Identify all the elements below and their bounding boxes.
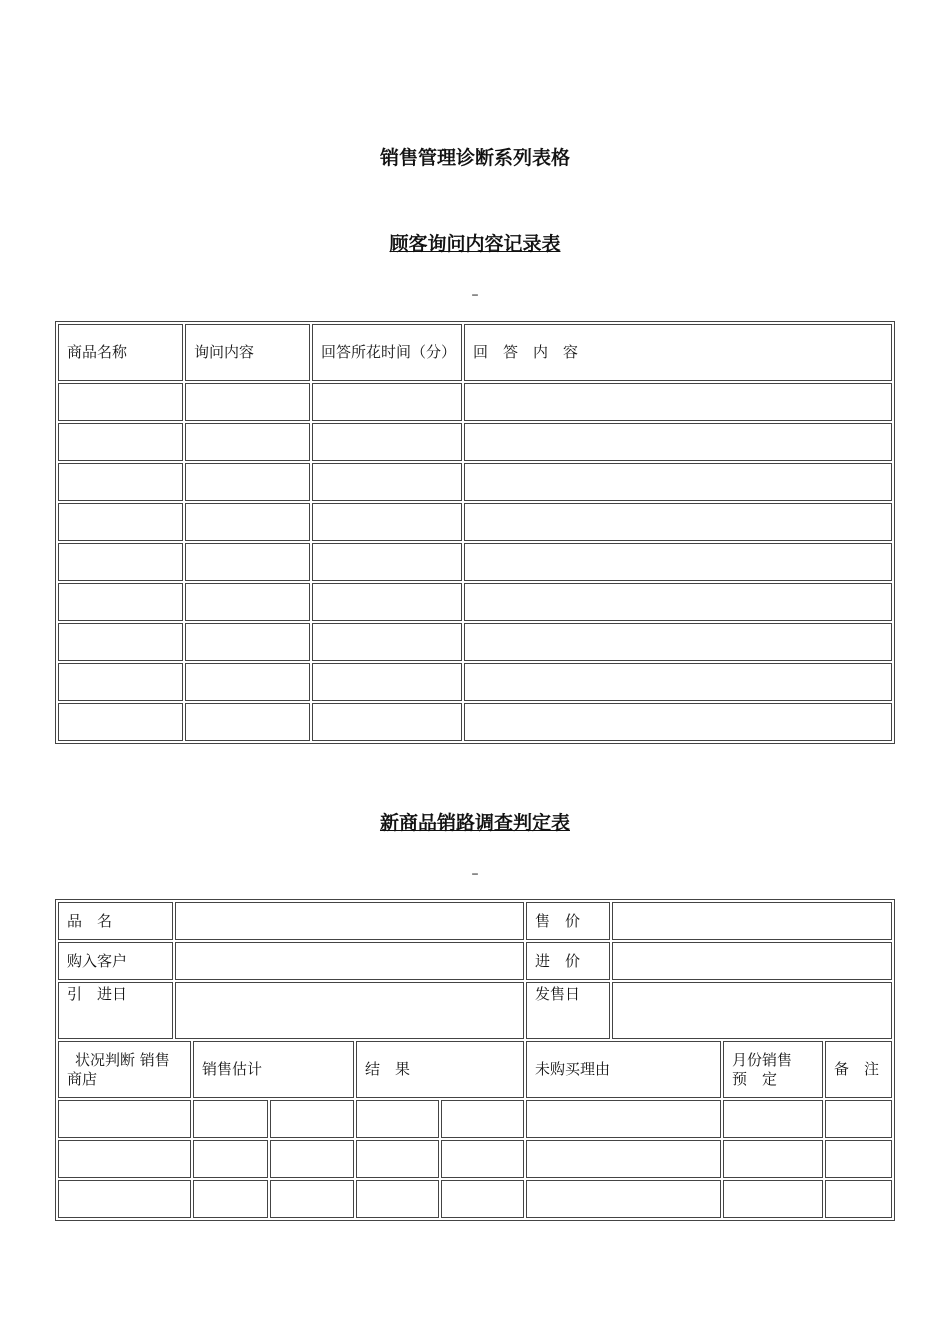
- label-intro-date: 引 进日: [58, 982, 173, 1039]
- cell-product-name[interactable]: [58, 543, 183, 581]
- cell-result-b[interactable]: [441, 1180, 524, 1218]
- cell-store[interactable]: [58, 1140, 191, 1178]
- label-product-name: 品 名: [58, 902, 173, 940]
- cell-answer-time[interactable]: [312, 543, 462, 581]
- cell-estimate-a[interactable]: [193, 1140, 268, 1178]
- cell-answer-content[interactable]: [464, 703, 892, 741]
- header-no-buy-reason: 未购买理由: [526, 1041, 721, 1098]
- table-row: [58, 1100, 892, 1138]
- cell-remarks[interactable]: [825, 1140, 892, 1178]
- cell-answer-content[interactable]: [464, 383, 892, 421]
- cell-result-a[interactable]: [356, 1100, 439, 1138]
- inquiry-table-title: 顾客询问内容记录表: [389, 233, 561, 255]
- table-row: [58, 623, 892, 661]
- cell-answer-time[interactable]: [312, 503, 462, 541]
- cell-inquiry[interactable]: [185, 423, 310, 461]
- table-row: [58, 1140, 892, 1178]
- cell-store[interactable]: [58, 1100, 191, 1138]
- inquiry-record-table: [55, 321, 895, 744]
- cell-answer-time[interactable]: [312, 583, 462, 621]
- cell-product-name[interactable]: [58, 463, 183, 501]
- inquiry-table-dash: –: [471, 287, 479, 303]
- cell-inquiry[interactable]: [185, 503, 310, 541]
- label-buyer: 购入客户: [58, 942, 173, 980]
- cell-product-name[interactable]: [58, 383, 183, 421]
- table-row: [58, 543, 892, 581]
- document-title: 销售管理诊断系列表格: [379, 147, 570, 169]
- cell-answer-time[interactable]: [312, 663, 462, 701]
- cell-result-b[interactable]: [441, 1100, 524, 1138]
- header-inquiry-content: 询问内容: [185, 324, 310, 381]
- table-row: [58, 583, 892, 621]
- field-product-name[interactable]: [175, 902, 524, 940]
- table-row: [58, 423, 892, 461]
- cell-inquiry[interactable]: [185, 623, 310, 661]
- cell-inquiry[interactable]: [185, 703, 310, 741]
- table-row: [58, 463, 892, 501]
- cell-answer-content[interactable]: [464, 623, 892, 661]
- cell-result-a[interactable]: [356, 1140, 439, 1178]
- survey-header-row: [58, 1041, 892, 1098]
- cell-monthly-plan[interactable]: [723, 1180, 823, 1218]
- cell-answer-time[interactable]: [312, 423, 462, 461]
- cell-product-name[interactable]: [58, 703, 183, 741]
- cell-remarks[interactable]: [825, 1100, 892, 1138]
- cell-result-a[interactable]: [356, 1180, 439, 1218]
- header-answer-time: 回答所花时间（分）: [312, 324, 462, 381]
- label-sale-price: 售 价: [526, 902, 610, 940]
- cell-answer-time[interactable]: [312, 623, 462, 661]
- buyer-row: [58, 942, 892, 980]
- cell-no-buy-reason[interactable]: [526, 1140, 721, 1178]
- cell-inquiry[interactable]: [185, 463, 310, 501]
- cell-estimate-a[interactable]: [193, 1100, 268, 1138]
- cell-result-b[interactable]: [441, 1140, 524, 1178]
- cell-answer-time[interactable]: [312, 463, 462, 501]
- cell-estimate-a[interactable]: [193, 1180, 268, 1218]
- cell-monthly-plan[interactable]: [723, 1100, 823, 1138]
- field-intro-date[interactable]: [175, 982, 524, 1039]
- cell-inquiry[interactable]: [185, 383, 310, 421]
- cell-product-name[interactable]: [58, 583, 183, 621]
- table-row: [58, 703, 892, 741]
- cell-estimate-b[interactable]: [270, 1100, 354, 1138]
- new-product-survey-table: [55, 899, 895, 1221]
- cell-answer-content[interactable]: [464, 583, 892, 621]
- header-status-store: 状况判断 销售商店: [58, 1041, 191, 1098]
- cell-answer-content[interactable]: [464, 423, 892, 461]
- cell-answer-content[interactable]: [464, 463, 892, 501]
- intro-row: [58, 982, 892, 1039]
- header-sales-estimate: 销售估计: [193, 1041, 354, 1098]
- cell-inquiry[interactable]: [185, 543, 310, 581]
- cell-no-buy-reason[interactable]: [526, 1100, 721, 1138]
- cell-answer-content[interactable]: [464, 543, 892, 581]
- cell-inquiry[interactable]: [185, 583, 310, 621]
- label-release-date: 发售日: [526, 982, 610, 1039]
- header-product-name: 商品名称: [58, 324, 183, 381]
- table-row: [58, 503, 892, 541]
- header-monthly-plan: 月份销售预 定: [723, 1041, 823, 1098]
- cell-estimate-b[interactable]: [270, 1140, 354, 1178]
- field-purchase-price[interactable]: [612, 942, 892, 980]
- cell-no-buy-reason[interactable]: [526, 1180, 721, 1218]
- cell-monthly-plan[interactable]: [723, 1140, 823, 1178]
- cell-estimate-b[interactable]: [270, 1180, 354, 1218]
- cell-product-name[interactable]: [58, 423, 183, 461]
- field-buyer[interactable]: [175, 942, 524, 980]
- cell-product-name[interactable]: [58, 503, 183, 541]
- header-result: 结 果: [356, 1041, 524, 1098]
- field-release-date[interactable]: [612, 982, 892, 1039]
- header-answer-content: 回 答 内 容: [464, 324, 892, 381]
- cell-answer-time[interactable]: [312, 703, 462, 741]
- label-purchase-price: 进 价: [526, 942, 610, 980]
- field-sale-price[interactable]: [612, 902, 892, 940]
- header-remarks: 备 注: [825, 1041, 892, 1098]
- cell-product-name[interactable]: [58, 623, 183, 661]
- cell-answer-content[interactable]: [464, 503, 892, 541]
- cell-answer-time[interactable]: [312, 383, 462, 421]
- table-row: [58, 663, 892, 701]
- survey-table-title: 新商品销路调查判定表: [379, 812, 570, 834]
- product-row: [58, 902, 892, 940]
- table-row: [58, 1180, 892, 1218]
- survey-table-dash: –: [471, 866, 479, 882]
- cell-store[interactable]: [58, 1180, 191, 1218]
- table-row: [58, 383, 892, 421]
- cell-remarks[interactable]: [825, 1180, 892, 1218]
- table-header-row: [58, 324, 892, 381]
- cell-answer-content[interactable]: [464, 663, 892, 701]
- cell-product-name[interactable]: [58, 663, 183, 701]
- cell-inquiry[interactable]: [185, 663, 310, 701]
